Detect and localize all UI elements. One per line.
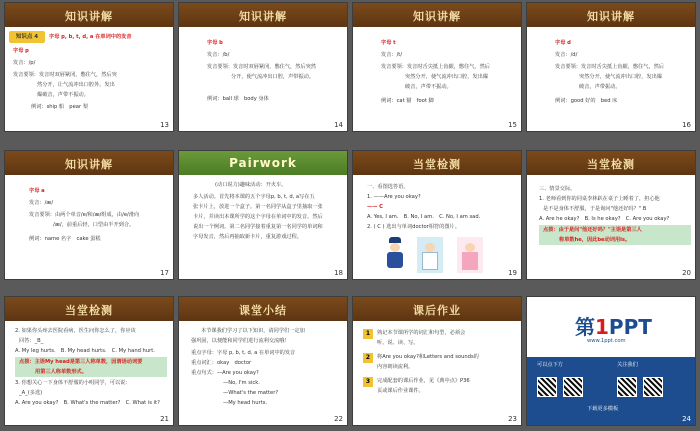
desc-line: 发音要领：发音时舌尖抵上齿龈，憋住气，然后 [555,64,664,70]
question-line: 回答：_B_ [19,338,44,344]
example-line: 例词：cat 猫 foot 脚 [381,98,434,104]
ad-text: 可以点下方 [537,362,563,368]
slide-number: 15 [508,121,517,129]
intro-line: 本节课我们学习了以下知识，请同学们一定加 [201,328,305,334]
slide-number: 22 [334,415,343,423]
item-number: 3 [363,377,373,387]
slide-number: 16 [682,121,691,129]
desc-line: 破音，声带不振动。 [405,84,452,90]
question-line: 一、看图选答语。 [367,184,409,190]
slide-title: 课后作业 [413,304,461,317]
slide-title: 知识讲解 [413,10,461,23]
desc-line: 突然分开，使气流冲出口腔，发出爆 [405,74,489,80]
sound-label: 发音：/æ/ [29,200,54,206]
sound-label: 发音：/p/ [13,60,36,66]
qr-code-image [643,377,663,397]
options-line: A. Yes, I am. B. No, I am. C. No, I am sad. [367,214,481,220]
slide-heading: 字母 p, b, t, d, a 在单词中的发音 [49,34,132,40]
slide-24[interactable] [526,296,696,426]
slide-title-bar [179,297,347,321]
slide-number: 21 [160,415,169,423]
slide-13[interactable] [4,2,174,132]
slide-18[interactable] [178,150,348,280]
options-line: A. My leg hurts. B. My head hurts. C. My hand hurt. [15,348,155,354]
slide-number: 23 [508,415,517,423]
nurse-image [457,237,483,273]
item-number: 2 [363,353,373,363]
desc-line: 发音要领：发音时双唇紧闭，憋住气，然后突然 [207,64,316,70]
question-line: 2. ( C ) 选出与单词doctor相符的图片。 [367,224,460,230]
slide-title-bar [5,3,173,27]
example-line: 例词：ship 船 pear 梨 [31,104,88,110]
slide-title-bar [179,151,347,175]
slide-title: 知识讲解 [587,10,635,23]
hint-line: 用第三人称单数形式。 [35,369,87,375]
item-number: 1 [363,329,373,339]
site-logo: 第1PPT [575,315,652,339]
slide-14[interactable] [178,2,348,132]
letter-label: 字母 d [555,40,571,46]
question-line: 1. ——Are you okay? [367,194,421,200]
ad-header [527,297,695,357]
desc-line: 分开，使气流冲出口腔，声带振动。 [231,74,315,80]
sound-label: 发音：/t/ [381,52,403,58]
summary-point: —My head hurts. [223,400,268,406]
slide-number: 20 [682,269,691,277]
hint-line: 称单数he，因此be动词用is。 [559,237,631,243]
desc-line: 然分开，让气流冲出口腔外。发出 [37,82,115,88]
slide-title: 课堂小结 [239,304,287,317]
answer-line: —— C [367,204,383,210]
slide-title: 当堂检测 [413,158,461,171]
summary-point: 重点词汇：okay doctor [191,360,252,366]
slide-title-bar [5,151,173,175]
activity-line: 卡片，并读出本课所学的这个字母在单词中的发音。然后 [193,214,323,220]
hint-line: 点拨：主语My head是第三人称单数，因谓语动词要 [19,359,143,365]
letter-label: 字母 b [207,40,223,46]
slide-title: Pairwork [229,156,297,170]
slide-title-bar [527,151,695,175]
hint-line: 点拨：由于是问"他还好吗？"主语是第三人 [543,227,642,233]
desc-line: /æ/，前重后轻，口型由半开到合。 [53,222,135,228]
site-url[interactable]: www.1ppt.com [587,338,626,344]
activity-line: 字母发音，然后再抽取新卡片，重复游戏过程。 [193,234,302,240]
slide-title-bar [353,3,521,27]
sound-label: 发音：/b/ [207,52,230,58]
activity-line: 多人活动。首先将本课的五个字母p, b, t, d, a写在五 [193,194,315,200]
letter-label: 字母 t [381,40,396,46]
homework-line: 完成配套的课后作业，见《典中点》P36 [377,378,470,384]
slide-title: 知识讲解 [65,10,113,23]
question-line: _A_(多选) [19,390,43,396]
letter-label: 字母 p [13,48,29,54]
qr-code-image [617,377,637,397]
slide-title: 知识讲解 [239,10,287,23]
question-line: 三、情景交际。 [539,186,576,192]
ad-text: 关注我们 [617,362,638,368]
summary-point: 重点句式：—Are you okay? [191,370,259,376]
desc-line: 突然分开，使气流冲出口腔，发出爆 [579,74,663,80]
slide-number: 13 [160,121,169,129]
options-line: A. Are he okay? B. Is he okay? C. Are you okay? [539,216,670,222]
homework-line: 熟记本节课所学的词汇和句型，必须会 [377,330,466,336]
slide-16[interactable] [526,2,696,132]
slide-number: 18 [334,269,343,277]
slide-15[interactable] [352,2,522,132]
homework-line: 内容朗读流利。 [377,364,414,370]
desc-line: 发音要领：由两个单音/e/和/æ/组成，由/e/滑向 [29,212,140,218]
question-line: 1. 老师看到你的同桌李林趴在桌子上睡着了，担心他 [539,196,660,202]
activity-line: (动口说力)趣味活动：开火车。 [215,182,287,188]
sound-label: 发音：/d/ [555,52,578,58]
options-line: A. Are you okay? B. What's the matter? C. What is it? [15,400,160,406]
summary-point: 重点字母：字母 p, b, t, d, a 在单词中的发音 [191,350,296,356]
desc-line: 破音，声带振动。 [579,84,621,90]
example-line: 例词：name 名字 cake 蛋糕 [29,236,101,242]
slide-title-bar [527,3,695,27]
ad-text: 下载更多模板 [587,406,619,412]
desc-line: 发音要领：发音时双唇紧闭，憋住气，然后突 [13,72,117,78]
tag-label: 知识点 4 [15,34,39,40]
slide-title-bar [353,151,521,175]
question-line: 是不是身体不舒服，于是询问"他还好吗？" B [543,206,647,212]
slide-title-bar [5,297,173,321]
slide-title: 当堂检测 [587,158,635,171]
activity-line: 说出一个例词。第二名同学接着重复第一名同学的单词和 [193,224,323,230]
knowledge-tag [9,31,45,43]
slide-20[interactable] [526,150,696,280]
example-line: 例词：good 好的 bed 床 [555,98,618,104]
qr-code-image [563,377,583,397]
homework-line: 听、说、读、写。 [377,340,419,346]
summary-point: —No, I'm sick. [223,380,260,386]
slide-number: 14 [334,121,343,129]
example-line: 例词：ball 球 body 身体 [207,96,269,102]
qr-code-image [537,377,557,397]
slide-19[interactable] [352,150,522,280]
question-line: 2. 如果你头疼去医院看病，医生问你怎么了，你应该 [15,328,136,334]
slide-number: 19 [508,269,517,277]
letter-label: 字母 a [29,188,45,194]
question-line: 3. 你想关心一下身体不舒服的小明同学，可以说： [15,380,131,386]
slide-23[interactable] [352,296,522,426]
slide-title: 当堂检测 [65,304,113,317]
slide-title: 知识讲解 [65,158,113,171]
slide-17[interactable] [4,150,174,280]
desc-line: 发音要领：发音时舌尖抵上齿龈，憋住气，然后 [381,64,490,70]
slide-title-bar [353,297,521,321]
slide-21[interactable] [4,296,174,426]
slide-title-bar [179,3,347,27]
homework-line: 将Are you okay?和Letters and sounds的 [377,354,479,360]
summary-point: —What's the matter? [223,390,279,396]
police-figure-image [385,237,405,273]
slide-number: 24 [682,415,691,423]
slide-22[interactable] [178,296,348,426]
homework-line: 页或课后作业课件。 [377,388,424,394]
desc-line: 爆破音，声带不振动。 [37,92,89,98]
activity-line: 张卡片上，放进一个盒子。第一名同学从盒子里抽取一张 [193,204,323,210]
ad-footer [527,357,695,426]
intro-line: 强巩固，以便能和同学们进行流利交流哦！ [191,338,290,344]
slide-number: 17 [160,269,169,277]
doctor-scene-image [417,237,443,273]
